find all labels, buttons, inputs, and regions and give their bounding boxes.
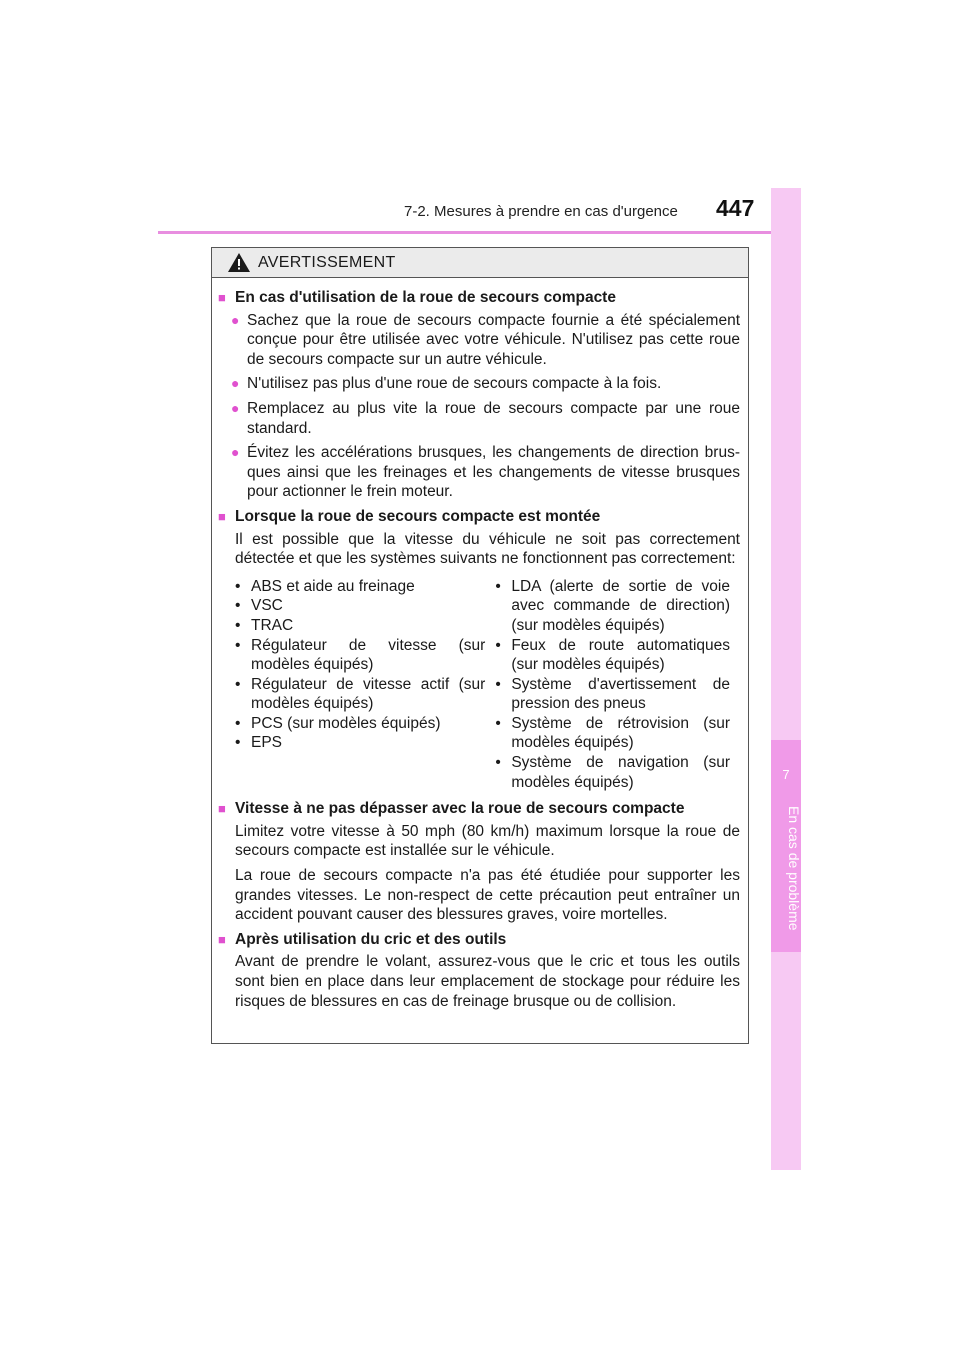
warning-header [212,248,748,278]
list-item: • Système d'avertissement de pression des pneus [495,675,730,713]
round-bullet-icon: ● [231,375,240,392]
section-heading: ■ En cas d'utilisation de la roue de secours compacte [218,289,616,306]
systems-list-right [495,577,730,793]
list-item: • VSC [235,597,283,615]
list-item: • EPS [235,734,283,752]
round-bullet-icon: ● [231,399,240,416]
list-item: ● Évitez les accélérations brusques, les changements de direction brusques ainsi que les freinages et les changements de vitesse brusques pour actionner le frein moteur. [231,444,740,501]
paragraph: Avant de prendre le volant, assurez-vous que le cric et tous les outils sont bien en place dans leur emplacement de stockage pour réduire les risques de blessures en cas de freinage brusque ou de collision. [235,953,740,1010]
square-bullet-icon: ■ [218,801,226,817]
chapter-side-tab [771,188,801,1170]
list-item: • TRAC [235,616,294,634]
list-item: ● N'utilisez pas plus d'une roue de secours compacte à la fois. [231,375,662,393]
systems-list-left [235,577,485,793]
chapter-number: 7 [782,767,790,782]
list-item: • Régulateur de vitesse actif (sur modèles équipés) [235,675,486,713]
square-bullet-icon: ■ [218,931,226,947]
paragraph: La roue de secours compacte n'a pas été étudiée pour supporter les grandes vitesses. Le non-respect de cette précaution peut entraîner un accident pouvant causer des blessures graves, voire mortelles. [235,867,740,924]
list-item: • PCS (sur modèles équipés) [235,714,441,732]
warning-content [212,288,748,1016]
paragraph: Limitez votre vitesse à 50 mph (80 km/h) maximum lorsque la roue de secours compacte est installée sur le véhicule. [235,822,740,860]
page-number: 447 [716,195,755,221]
list-item: • Régulateur de vitesse (sur modèles équipés) [235,636,486,674]
list-item: • ABS et aide au freinage [235,577,415,595]
round-bullet-icon: ● [231,311,240,328]
section-heading: ■ Après utilisation du cric et des outils [218,930,507,948]
list-item: • Système de navigation (sur modèles équipés) [495,754,730,791]
list-item: ● Sachez que la roue de secours compacte fournie a été spécialement conçue pour être utilisée avec votre véhicule. N'utilisez pas cette roue de secours compacte sur un autre véhicule. [231,311,740,368]
section-heading: ■ Vitesse à ne pas dépasser avec la roue de secours compacte [218,800,685,818]
header-rule [158,231,800,234]
warning-triangle-icon [228,253,250,272]
section-header: 7-2. Mesures à prendre en cas d'urgence [404,203,678,220]
systems-list [235,577,740,793]
round-bullet-icon: ● [231,444,240,461]
list-item: • Feux de route automatiques (sur modèles équipés) [495,636,730,674]
section-heading: ■ Lorsque la roue de secours compacte est montée [218,507,601,525]
list-item: • LDA (alerte de sortie de voie avec commande de direction) (sur modèles équipés) [495,577,730,634]
paragraph: Il est possible que la vitesse du véhicule ne soit pas correctement détectée et que les systèmes suivants ne fonctionnent pas correctement: [235,530,740,568]
warning-box [211,247,749,1044]
list-item: • Système de rétrovision (sur modèles équipés) [495,714,730,752]
square-bullet-icon: ■ [218,508,226,524]
list-item: ● Remplacez au plus vite la roue de secours compacte par une roue standard. [231,399,740,437]
chapter-title: En cas de problème [786,806,802,931]
square-bullet-icon: ■ [218,290,226,305]
warning-title: AVERTISSEMENT [258,253,396,271]
